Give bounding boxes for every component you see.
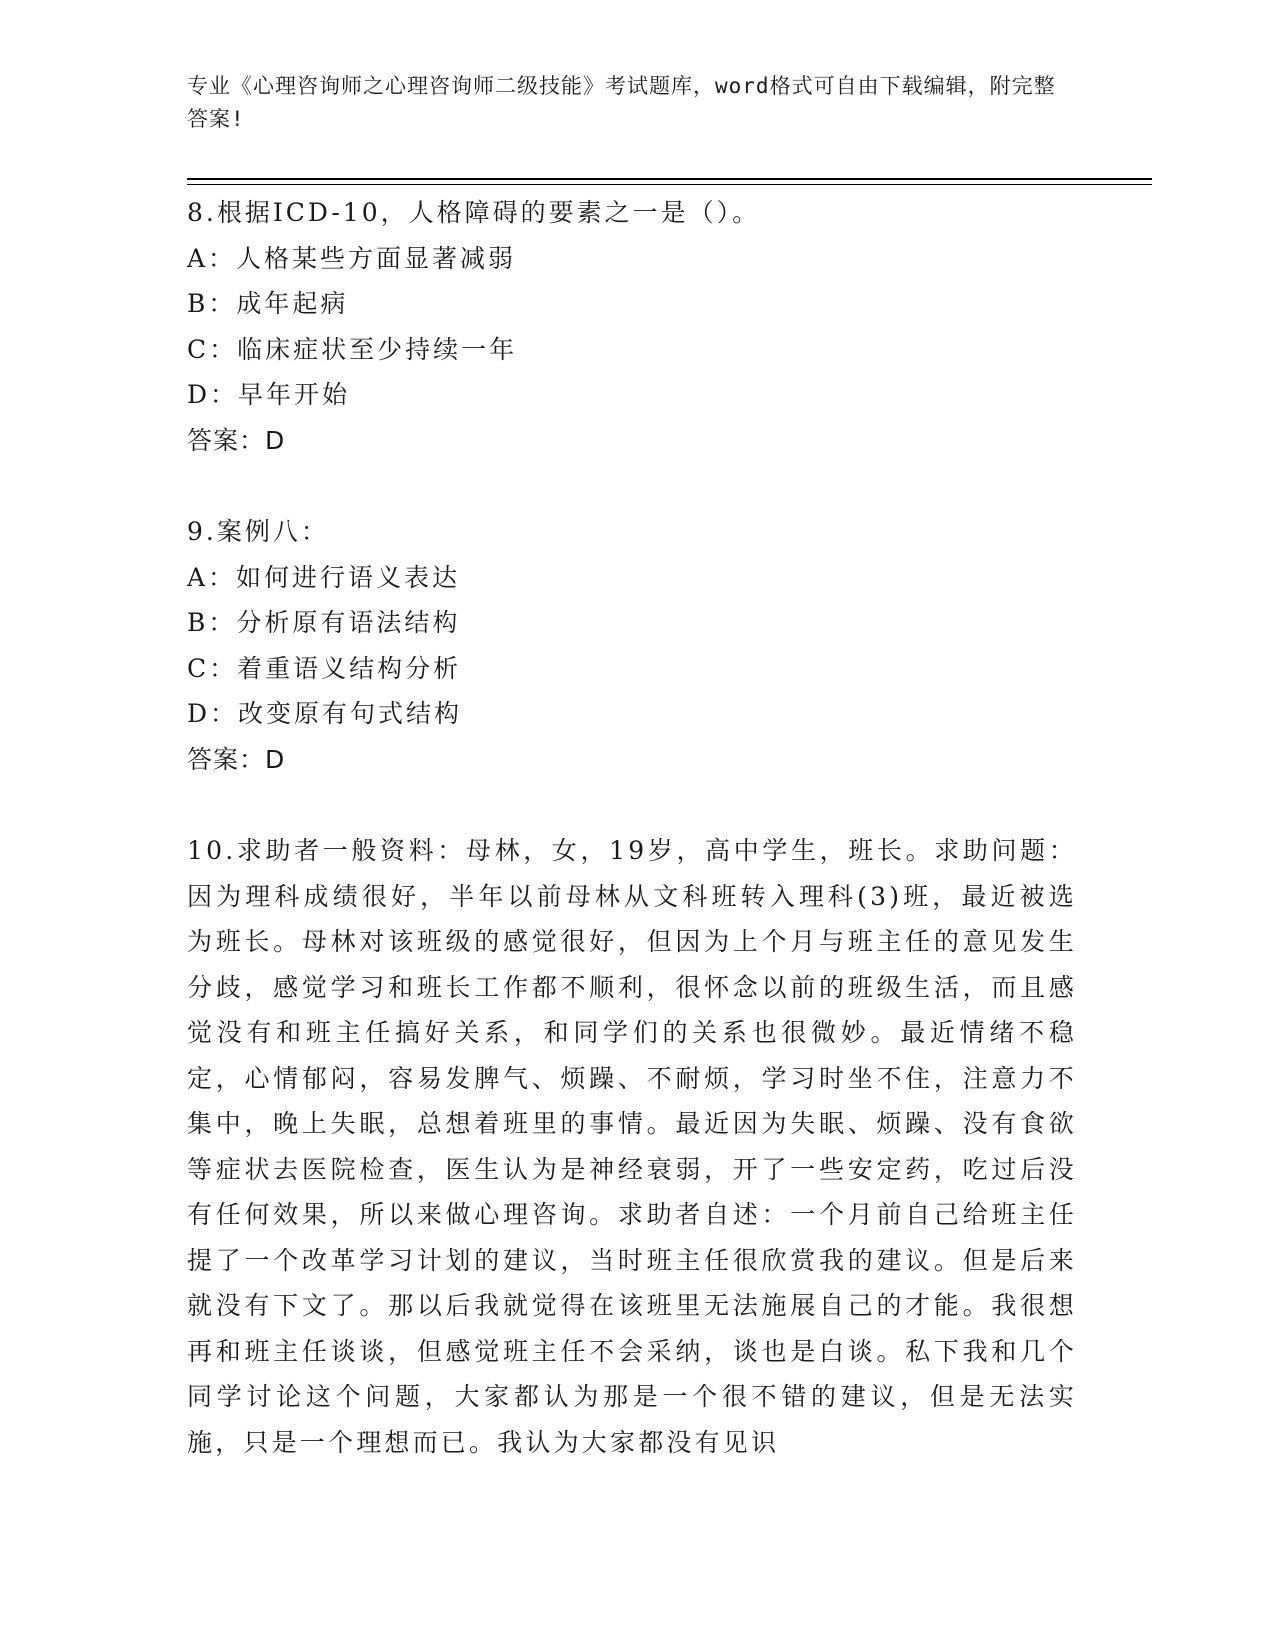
spacer (187, 782, 1077, 828)
question-8-option-c: C：临床症状至少持续一年 (187, 334, 518, 364)
header-divider-thin (187, 184, 1152, 185)
question-list (187, 190, 1077, 1465)
spacer (187, 463, 1077, 509)
question-8-stem: 8.根据ICD-10，人格障碍的要素之一是（）。 (187, 198, 761, 227)
header-divider-thick (187, 178, 1152, 180)
question-8-option-a: A：人格某些方面显著减弱 (187, 243, 517, 273)
question-8-answer: 答案：D (187, 425, 286, 455)
question-9-option-c: C：着重语义结构分析 (187, 653, 462, 683)
question-10-stem: 10.求助者一般资料：母林，女，19岁，高中学生，班长。求助问题：因为理科成绩很好，半年以前母林从文科班转入理科(3)班，最近被选为班长。母林对该班级的感觉很好，但因为上个月与班主任的意见发生分歧，感觉学习和班长工作都不顺利，很怀念以前的班级生活，而且感觉没有和班主任搞好关系，和同学们的关系也很微妙。最近情绪不稳定，心情郁闷，容易发脾气、烦躁、不耐烦，学习时坐不住，注意力不集中，晚上失眠，总想着班里的事情。最近因为失眠、烦躁、没有食欲等症状去医院检查，医生认为是神经衰弱，开了一些安定药，吃过后没有任何效果，所以来做心理咨询。求助者自述：一个月前自己给班主任提了一个改革学习计划的建议，当时班主任很欣赏我的建议。但是后来就没有下文了。那以后我就觉得在该班里无法施展自己的才能。我很想再和班主任谈谈，但感觉班主任不会采纳，谈也是白谈。私下我和几个同学讨论这个问题，大家都认为那是一个很不错的建议，但是无法实施，只是一个理想而已。我认为大家都没有见识 (187, 836, 1077, 1457)
question-8-option-b: B：成年起病 (187, 289, 349, 318)
question-9-option-d: D：改变原有句式结构 (187, 699, 463, 728)
question-9-answer: 答案：D (187, 744, 286, 774)
document-header: 专业《心理咨询师之心理咨询师二级技能》考试题库，word格式可自由下载编辑，附完整答案! (187, 74, 1056, 131)
question-9-stem: 9.案例八： (187, 517, 329, 546)
question-9-option-b: B：分析原有语法结构 (187, 608, 461, 637)
question-9-option-a: A：如何进行语义表达 (187, 562, 461, 592)
question-8-option-d: D：早年开始 (187, 380, 351, 409)
